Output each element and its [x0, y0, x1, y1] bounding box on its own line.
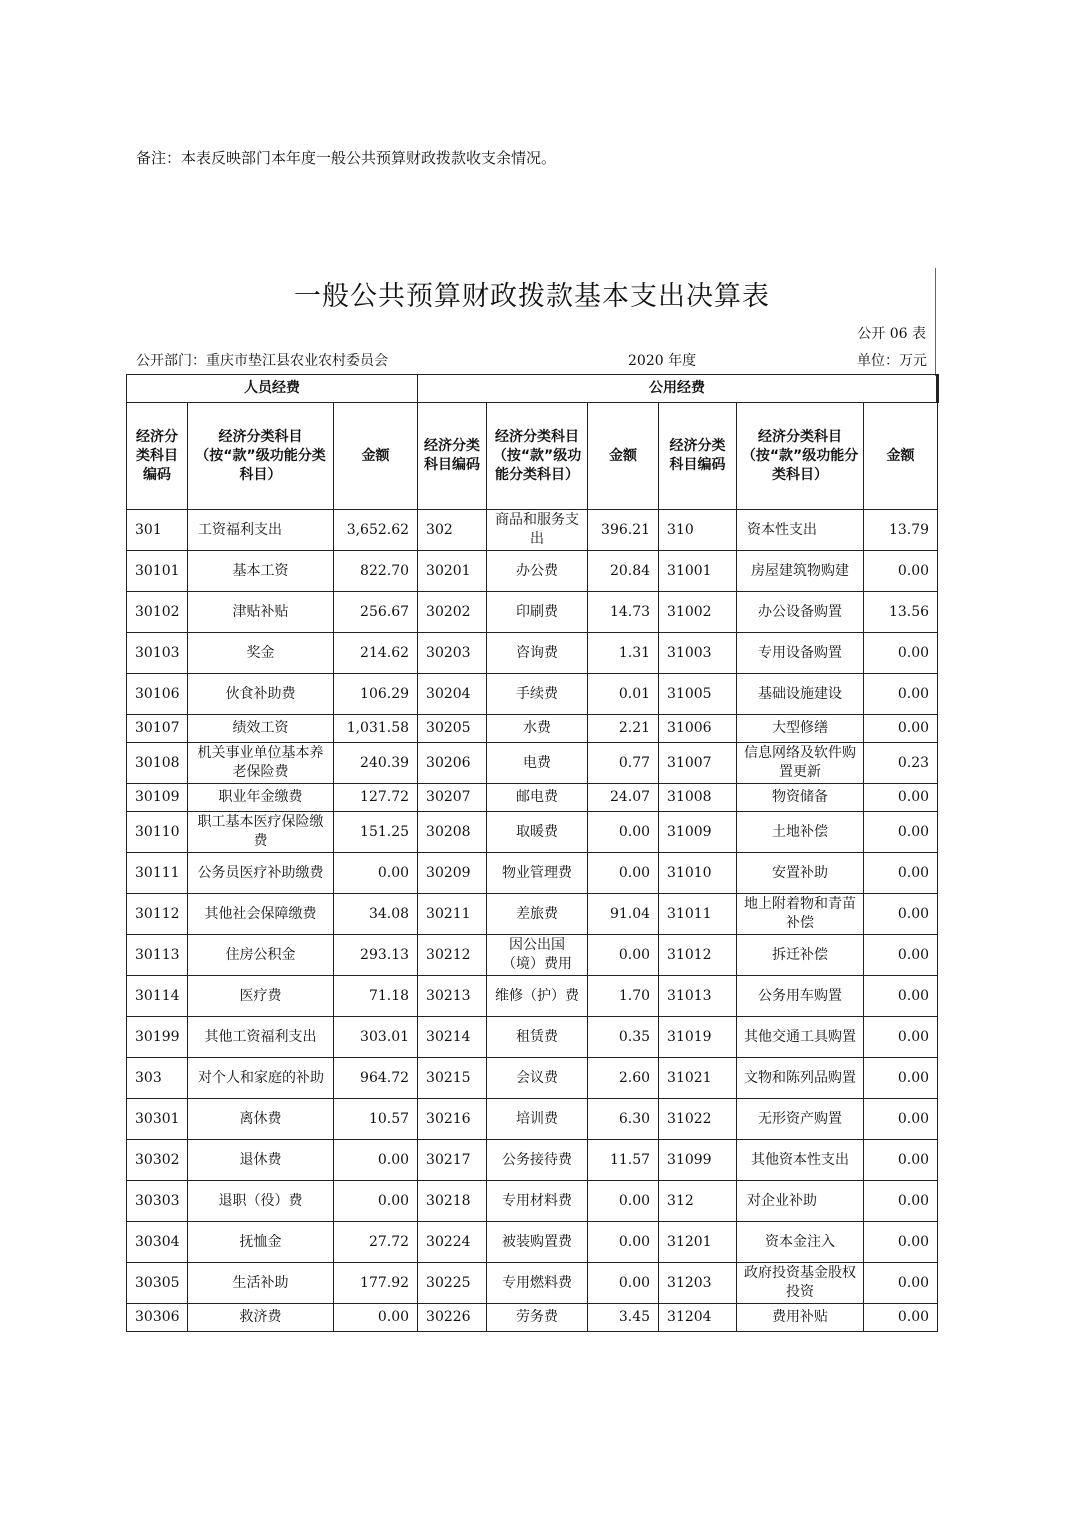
- code-cell: 30203: [418, 633, 487, 674]
- table-row: [127, 592, 938, 633]
- code-cell: 303: [127, 1058, 188, 1099]
- unit-label: 单位：万元: [857, 353, 927, 369]
- amount-cell: 214.62: [334, 633, 418, 674]
- amount-cell: 20.84: [588, 551, 659, 592]
- amount-cell: 396.21: [588, 510, 659, 551]
- amount-cell: 0.00: [864, 1099, 938, 1140]
- code-cell: 30218: [418, 1181, 487, 1222]
- table-row: [127, 715, 938, 743]
- header-item: 经济分类科目（按“款”级功能分类科目）: [487, 403, 588, 510]
- code-cell: 30216: [418, 1099, 487, 1140]
- amount-cell: 0.00: [864, 812, 938, 853]
- item-cell: 租赁费: [487, 1017, 588, 1058]
- amount-cell: 0.77: [588, 743, 659, 784]
- item-cell: 资本性支出: [737, 510, 864, 551]
- code-cell: 31003: [659, 633, 737, 674]
- item-cell: 政府投资基金股权投资: [737, 1263, 864, 1304]
- amount-cell: 0.00: [864, 976, 938, 1017]
- code-cell: 30226: [418, 1304, 487, 1332]
- header-item: 经济分类科目（按“款”级功能分类科目）: [737, 403, 864, 510]
- code-cell: 30111: [127, 853, 188, 894]
- code-cell: 30199: [127, 1017, 188, 1058]
- amount-cell: 0.00: [588, 812, 659, 853]
- amount-cell: 0.00: [864, 894, 938, 935]
- code-cell: 30113: [127, 935, 188, 976]
- code-cell: 301: [127, 510, 188, 551]
- table-row: [127, 1099, 938, 1140]
- item-cell: 专用设备购置: [737, 633, 864, 674]
- code-cell: 30211: [418, 894, 487, 935]
- item-cell: 安置补助: [737, 853, 864, 894]
- item-cell: 医疗费: [188, 976, 334, 1017]
- item-cell: 维修（护）费: [487, 976, 588, 1017]
- amount-cell: 27.72: [334, 1222, 418, 1263]
- code-cell: 30106: [127, 674, 188, 715]
- header-code: 经济分类科目编码: [418, 403, 487, 510]
- item-cell: 奖金: [188, 633, 334, 674]
- item-cell: 物业管理费: [487, 853, 588, 894]
- amount-cell: 0.00: [864, 551, 938, 592]
- code-cell: 30209: [418, 853, 487, 894]
- amount-cell: 106.29: [334, 674, 418, 715]
- item-cell: 基础设施建设: [737, 674, 864, 715]
- code-cell: 30215: [418, 1058, 487, 1099]
- table-row: [127, 633, 938, 674]
- code-cell: 30103: [127, 633, 188, 674]
- table-row: [127, 1222, 938, 1263]
- amount-cell: 293.13: [334, 935, 418, 976]
- amount-cell: 0.00: [334, 1181, 418, 1222]
- code-cell: 31010: [659, 853, 737, 894]
- item-cell: 职工基本医疗保险缴费: [188, 812, 334, 853]
- table-row: [127, 1017, 938, 1058]
- table-row: [127, 674, 938, 715]
- amount-cell: 151.25: [334, 812, 418, 853]
- amount-cell: 0.00: [864, 715, 938, 743]
- form-code: 公开 06 表: [857, 326, 926, 342]
- amount-cell: 177.92: [334, 1263, 418, 1304]
- item-cell: 退休费: [188, 1140, 334, 1181]
- item-cell: 生活补助: [188, 1263, 334, 1304]
- item-cell: 公务用车购置: [737, 976, 864, 1017]
- code-cell: 312: [659, 1181, 737, 1222]
- item-cell: 电费: [487, 743, 588, 784]
- amount-cell: 3,652.62: [334, 510, 418, 551]
- item-cell: 工资福利支出: [188, 510, 334, 551]
- item-cell: 房屋建筑物购建: [737, 551, 864, 592]
- amount-cell: 1.70: [588, 976, 659, 1017]
- code-cell: 31099: [659, 1140, 737, 1181]
- item-cell: 无形资产购置: [737, 1099, 864, 1140]
- amount-cell: 0.00: [864, 1222, 938, 1263]
- amount-cell: 256.67: [334, 592, 418, 633]
- code-cell: 31011: [659, 894, 737, 935]
- item-cell: 其他工资福利支出: [188, 1017, 334, 1058]
- code-cell: 30107: [127, 715, 188, 743]
- amount-cell: 0.00: [334, 1140, 418, 1181]
- code-cell: 30305: [127, 1263, 188, 1304]
- code-cell: 30224: [418, 1222, 487, 1263]
- item-cell: 资本金注入: [737, 1222, 864, 1263]
- code-cell: 30217: [418, 1140, 487, 1181]
- amount-cell: 0.00: [864, 674, 938, 715]
- table-row: [127, 1304, 938, 1332]
- header-item: 经济分类科目（按“款”级功能分类科目）: [188, 403, 334, 510]
- item-cell: 公务员医疗补助缴费: [188, 853, 334, 894]
- item-cell: 水费: [487, 715, 588, 743]
- item-cell: 劳务费: [487, 1304, 588, 1332]
- section-personnel: 人员经费: [127, 375, 418, 403]
- amount-cell: 127.72: [334, 784, 418, 812]
- item-cell: 退职（役）费: [188, 1181, 334, 1222]
- item-cell: 机关事业单位基本养老保险费: [188, 743, 334, 784]
- code-cell: 30302: [127, 1140, 188, 1181]
- amount-cell: 0.35: [588, 1017, 659, 1058]
- code-cell: 30212: [418, 935, 487, 976]
- page-title: 一般公共预算财政拨款基本支出决算表: [294, 281, 770, 312]
- amount-cell: 0.00: [864, 633, 938, 674]
- table-row: [127, 853, 938, 894]
- amount-cell: 0.23: [864, 743, 938, 784]
- amount-cell: 2.21: [588, 715, 659, 743]
- code-cell: 30204: [418, 674, 487, 715]
- item-cell: 其他社会保障缴费: [188, 894, 334, 935]
- amount-cell: 822.70: [334, 551, 418, 592]
- amount-cell: 0.00: [864, 1058, 938, 1099]
- amount-cell: 2.60: [588, 1058, 659, 1099]
- code-cell: 31021: [659, 1058, 737, 1099]
- item-cell: 津贴补贴: [188, 592, 334, 633]
- amount-cell: 0.00: [864, 1304, 938, 1332]
- department: 公开部门：重庆市垫江县农业农村委员会: [136, 353, 388, 369]
- code-cell: 30207: [418, 784, 487, 812]
- item-cell: 差旅费: [487, 894, 588, 935]
- remark-note: 备注：本表反映部门本年度一般公共预算财政拨款收支余情况。: [136, 149, 557, 167]
- code-cell: 30214: [418, 1017, 487, 1058]
- header-amount: 金额: [864, 403, 938, 510]
- item-cell: 印刷费: [487, 592, 588, 633]
- table-row: [127, 784, 938, 812]
- amount-cell: 0.00: [864, 1140, 938, 1181]
- item-cell: 因公出国（境）费用: [487, 935, 588, 976]
- amount-cell: 0.00: [864, 1263, 938, 1304]
- item-cell: 文物和陈列品购置: [737, 1058, 864, 1099]
- item-cell: 培训费: [487, 1099, 588, 1140]
- item-cell: 邮电费: [487, 784, 588, 812]
- amount-cell: 0.00: [864, 853, 938, 894]
- amount-cell: 0.00: [588, 935, 659, 976]
- expenditure-table: [126, 374, 939, 1332]
- code-cell: 31002: [659, 592, 737, 633]
- code-cell: 30225: [418, 1263, 487, 1304]
- code-cell: 30102: [127, 592, 188, 633]
- fiscal-year: 2020 年度: [628, 353, 697, 369]
- header-amount: 金额: [588, 403, 659, 510]
- code-cell: 302: [418, 510, 487, 551]
- code-cell: 31201: [659, 1222, 737, 1263]
- amount-cell: 11.57: [588, 1140, 659, 1181]
- item-cell: 信息网络及软件购置更新: [737, 743, 864, 784]
- item-cell: 离休费: [188, 1099, 334, 1140]
- table-row: [127, 935, 938, 976]
- amount-cell: 34.08: [334, 894, 418, 935]
- item-cell: 土地补偿: [737, 812, 864, 853]
- item-cell: 基本工资: [188, 551, 334, 592]
- item-cell: 对个人和家庭的补助: [188, 1058, 334, 1099]
- item-cell: 其他交通工具购置: [737, 1017, 864, 1058]
- code-cell: 31022: [659, 1099, 737, 1140]
- code-cell: 30201: [418, 551, 487, 592]
- meta-row: [136, 350, 927, 370]
- table-row: [127, 1181, 938, 1222]
- item-cell: 救济费: [188, 1304, 334, 1332]
- amount-cell: 14.73: [588, 592, 659, 633]
- header-code: 经济分类科目编码: [127, 403, 188, 510]
- item-cell: 办公费: [487, 551, 588, 592]
- amount-cell: 1.31: [588, 633, 659, 674]
- table-row: [127, 976, 938, 1017]
- code-cell: 310: [659, 510, 737, 551]
- amount-cell: 0.00: [588, 1181, 659, 1222]
- code-cell: 30206: [418, 743, 487, 784]
- header-code: 经济分类科目编码: [659, 403, 737, 510]
- code-cell: 30108: [127, 743, 188, 784]
- amount-cell: 0.00: [864, 784, 938, 812]
- item-cell: 其他资本性支出: [737, 1140, 864, 1181]
- amount-cell: 3.45: [588, 1304, 659, 1332]
- item-cell: 对企业补助: [737, 1181, 864, 1222]
- item-cell: 咨询费: [487, 633, 588, 674]
- table-row: [127, 1263, 938, 1304]
- item-cell: 商品和服务支出: [487, 510, 588, 551]
- table-row: [127, 551, 938, 592]
- item-cell: 专用材料费: [487, 1181, 588, 1222]
- item-cell: 专用燃料费: [487, 1263, 588, 1304]
- code-cell: 31013: [659, 976, 737, 1017]
- table-row: [127, 1140, 938, 1181]
- code-cell: 31008: [659, 784, 737, 812]
- amount-cell: 0.00: [588, 1263, 659, 1304]
- table-row: [127, 510, 938, 551]
- table-row: [127, 894, 938, 935]
- amount-cell: 13.79: [864, 510, 938, 551]
- amount-cell: 13.56: [864, 592, 938, 633]
- code-cell: 30110: [127, 812, 188, 853]
- code-cell: 30205: [418, 715, 487, 743]
- item-cell: 取暖费: [487, 812, 588, 853]
- item-cell: 公务接待费: [487, 1140, 588, 1181]
- amount-cell: 303.01: [334, 1017, 418, 1058]
- code-cell: 31204: [659, 1304, 737, 1332]
- amount-cell: 24.07: [588, 784, 659, 812]
- item-cell: 地上附着物和青苗补偿: [737, 894, 864, 935]
- code-cell: 30112: [127, 894, 188, 935]
- table-row: [127, 812, 938, 853]
- item-cell: 抚恤金: [188, 1222, 334, 1263]
- item-cell: 职业年金缴费: [188, 784, 334, 812]
- item-cell: 伙食补助费: [188, 674, 334, 715]
- amount-cell: 0.00: [864, 1017, 938, 1058]
- code-cell: 31007: [659, 743, 737, 784]
- amount-cell: 0.00: [334, 853, 418, 894]
- table-row: [127, 1058, 938, 1099]
- amount-cell: 0.00: [334, 1304, 418, 1332]
- item-cell: 手续费: [487, 674, 588, 715]
- code-cell: 30304: [127, 1222, 188, 1263]
- code-cell: 31019: [659, 1017, 737, 1058]
- code-cell: 31009: [659, 812, 737, 853]
- code-cell: 30101: [127, 551, 188, 592]
- code-cell: 31012: [659, 935, 737, 976]
- code-cell: 30303: [127, 1181, 188, 1222]
- code-cell: 31001: [659, 551, 737, 592]
- amount-cell: 964.72: [334, 1058, 418, 1099]
- code-cell: 30213: [418, 976, 487, 1017]
- amount-cell: 0.00: [864, 1181, 938, 1222]
- amount-cell: 6.30: [588, 1099, 659, 1140]
- item-cell: 会议费: [487, 1058, 588, 1099]
- amount-cell: 1,031.58: [334, 715, 418, 743]
- amount-cell: 0.00: [588, 853, 659, 894]
- item-cell: 绩效工资: [188, 715, 334, 743]
- code-cell: 30109: [127, 784, 188, 812]
- item-cell: 物资储备: [737, 784, 864, 812]
- code-cell: 30301: [127, 1099, 188, 1140]
- amount-cell: 91.04: [588, 894, 659, 935]
- amount-cell: 10.57: [334, 1099, 418, 1140]
- code-cell: 30208: [418, 812, 487, 853]
- amount-cell: 0.00: [864, 935, 938, 976]
- amount-cell: 240.39: [334, 743, 418, 784]
- code-cell: 31203: [659, 1263, 737, 1304]
- section-public: 公用经费: [418, 375, 938, 403]
- code-cell: 30306: [127, 1304, 188, 1332]
- table-row: [127, 743, 938, 784]
- item-cell: 办公设备购置: [737, 592, 864, 633]
- item-cell: 被装购置费: [487, 1222, 588, 1263]
- amount-cell: 71.18: [334, 976, 418, 1017]
- code-cell: 31005: [659, 674, 737, 715]
- code-cell: 31006: [659, 715, 737, 743]
- item-cell: 住房公积金: [188, 935, 334, 976]
- code-cell: 30202: [418, 592, 487, 633]
- header-amount: 金额: [334, 403, 418, 510]
- code-cell: 30114: [127, 976, 188, 1017]
- item-cell: 大型修缮: [737, 715, 864, 743]
- item-cell: 费用补贴: [737, 1304, 864, 1332]
- item-cell: 拆迁补偿: [737, 935, 864, 976]
- amount-cell: 0.01: [588, 674, 659, 715]
- amount-cell: 0.00: [588, 1222, 659, 1263]
